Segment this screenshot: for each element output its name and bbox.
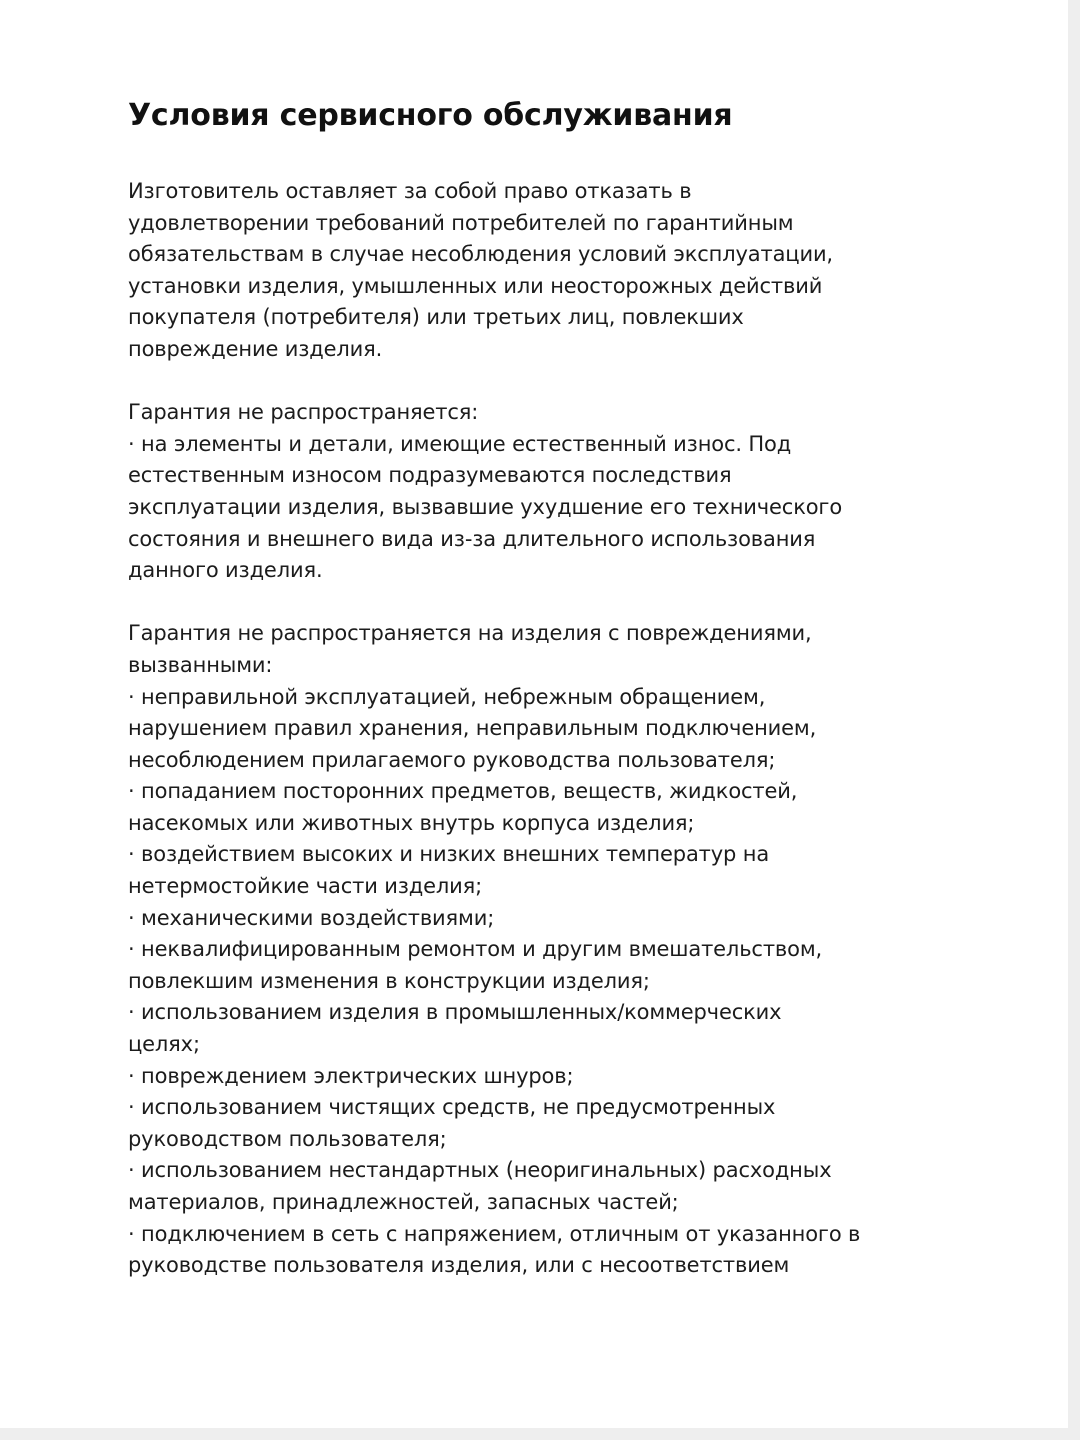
text-line: · использованием чистящих средств, не предусмотренных (128, 1095, 776, 1120)
intro-paragraph (128, 176, 958, 366)
section-heading: Гарантия не распространяется на изделия с повреждениями, (128, 621, 812, 646)
text-line: · неправильной эксплуатацией, небрежным обращением, (128, 684, 766, 709)
text-line: · использованием нестандартных (неоригинальных) расходных (128, 1158, 832, 1183)
list-item (128, 429, 958, 587)
list-item (128, 1219, 958, 1282)
exclusions-list (128, 429, 958, 587)
text-line: · использованием изделия в промышленных/коммерческих (128, 1000, 782, 1025)
section-heading: вызванными: (128, 652, 273, 677)
text-line: · на элементы и детали, имеющие естественный износ. Под (128, 431, 792, 456)
text-line: Изготовитель оставляет за собой право отказать в (128, 179, 692, 203)
section-heading: Гарантия не распространяется: (128, 400, 479, 425)
list-item (128, 934, 958, 997)
text-line: повреждение изделия. (128, 336, 383, 361)
list-item (128, 903, 958, 935)
text-line: · попаданием посторонних предметов, веществ, жидкостей, (128, 779, 798, 804)
text-line: руководстве пользователя изделия, или с несоответствием (128, 1253, 790, 1278)
text-line: нетермостойкие части изделия; (128, 874, 483, 899)
text-line: руководством пользователя; (128, 1126, 447, 1151)
damage-exclusions-section (128, 618, 958, 1281)
text-line: · механическими воздействиями; (128, 905, 495, 930)
text-line: · подключением в сеть с напряжением, отличным от указанного в (128, 1221, 861, 1246)
text-line: · воздействием высоких и низких внешних температур на (128, 842, 770, 867)
text-line: эксплуатации изделия, вызвавшие ухудшение его технического (128, 494, 843, 519)
text-line: нарушением правил хранения, неправильным подключением, (128, 716, 817, 741)
text-line: установки изделия, умышленных или неосторожных действий (128, 273, 823, 298)
text-line: материалов, принадлежностей, запасных частей; (128, 1190, 679, 1214)
list-item (128, 1155, 958, 1218)
list-item (128, 1092, 958, 1155)
document-content (128, 96, 958, 1313)
warranty-exclusions-section (128, 397, 958, 587)
text-line: · повреждением электрических шнуров; (128, 1063, 574, 1088)
text-line: · неквалифицированным ремонтом и другим вмешательством, (128, 937, 823, 962)
list-item (128, 839, 958, 902)
text-line: данного изделия. (128, 558, 323, 583)
page-title: Условия сервисного обслуживания (128, 98, 733, 133)
text-line: повлекшим изменения в конструкции изделия; (128, 968, 650, 993)
damage-causes-list (128, 682, 958, 1282)
text-line: обязательствам в случае несоблюдения условий эксплуатации, (128, 242, 833, 267)
list-item (128, 997, 958, 1060)
text-line: естественным износом подразумеваются последствия (128, 463, 732, 488)
text-line: насекомых или животных внутрь корпуса изделия; (128, 810, 695, 835)
list-item (128, 776, 958, 839)
text-line: несоблюдением прилагаемого руководства пользователя; (128, 747, 776, 772)
text-line: покупателя (потребителя) или третьих лиц, повлекших (128, 305, 744, 330)
text-line: целях; (128, 1032, 200, 1057)
list-item (128, 1061, 958, 1093)
text-line: удовлетворении требований потребителей по гарантийным (128, 210, 794, 235)
text-line: состояния и внешнего вида из-за длительного использования (128, 526, 816, 551)
list-item (128, 682, 958, 777)
